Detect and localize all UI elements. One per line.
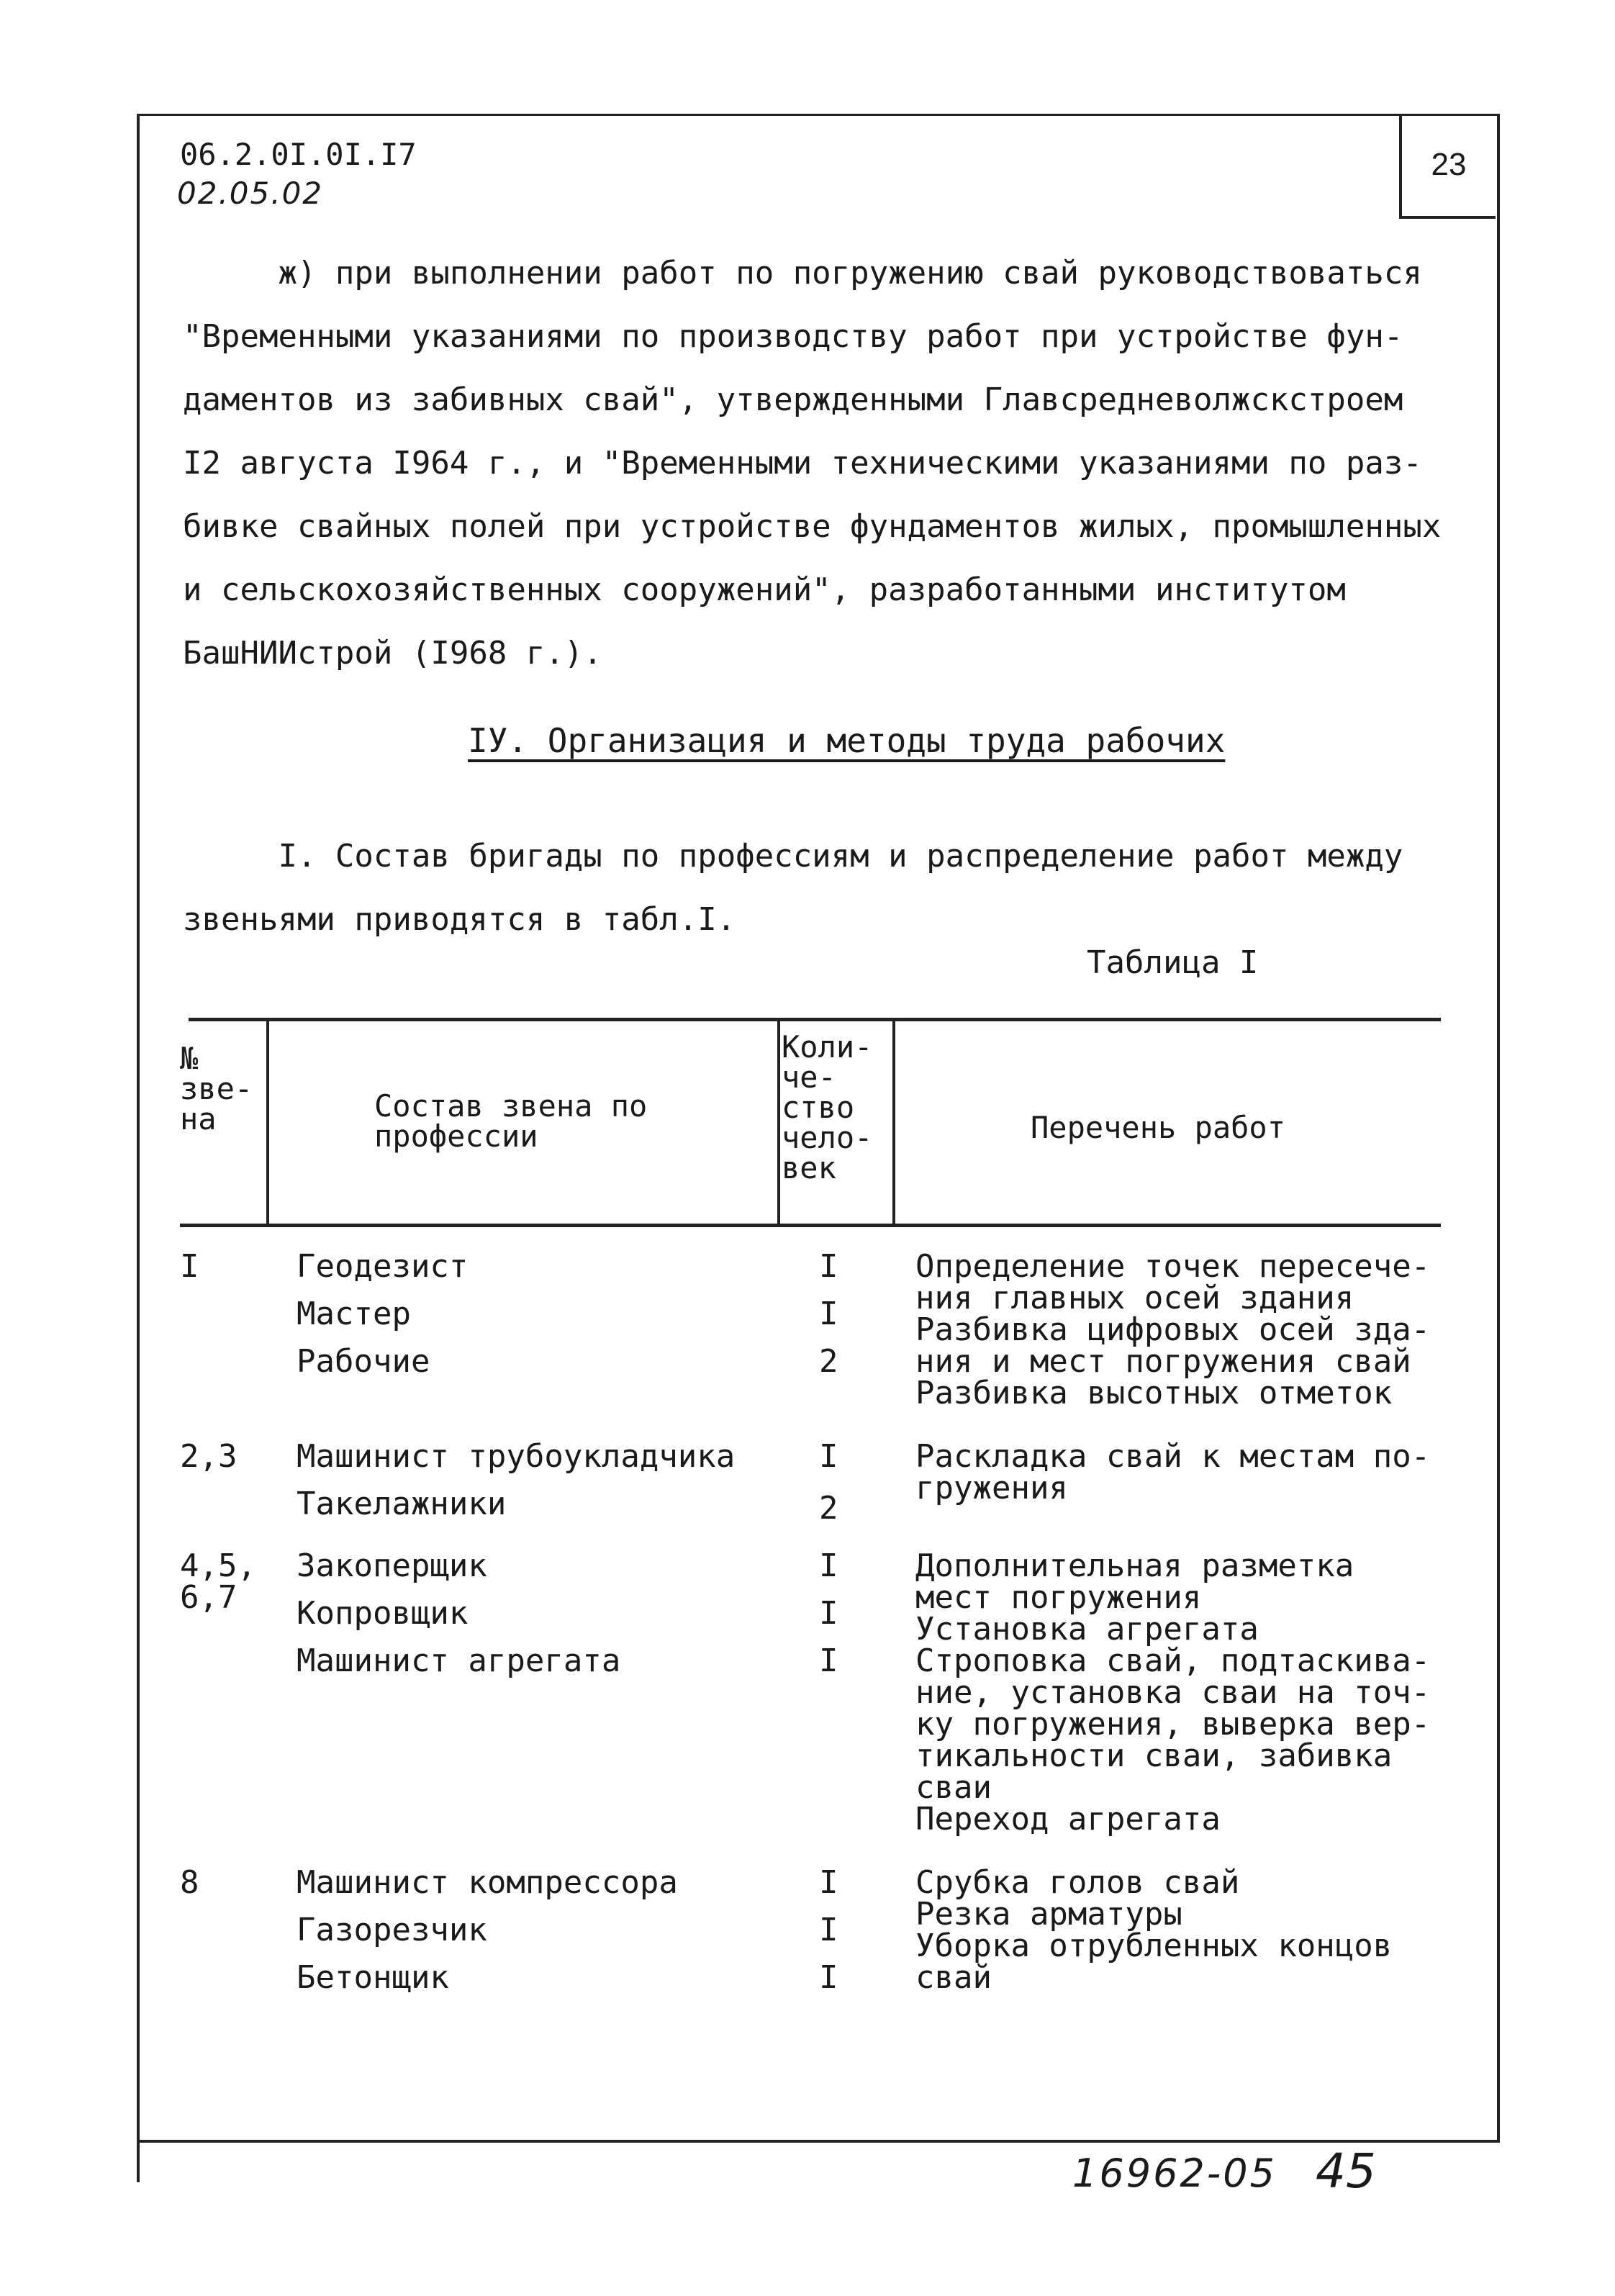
row-2-profession-1: Машинист трубоукладчика (297, 1438, 736, 1475)
row-3-profession-2: Копровщик (297, 1595, 469, 1632)
row-3-count-1: I (819, 1547, 838, 1584)
sheet-number-handwritten: 45 (1316, 2143, 1376, 2199)
row-1-count-1: I (819, 1248, 838, 1285)
row-1-works: Определение точек пересече- ния главных осей здания Разбивка цифровых осей зда- ния и мест погружения свай Разбивка высотных отметок (915, 1248, 1431, 1411)
row-3-profession-3: Машинист агрегата (297, 1642, 621, 1679)
row-1-count-3: 2 (819, 1343, 838, 1380)
row-4-profession-1: Машинист компрессора (297, 1864, 678, 1901)
row-1-profession-3: Рабочие (297, 1343, 430, 1380)
row-3-number: 4,5, 6,7 (180, 1547, 256, 1616)
header-number: № зве- на (180, 1041, 253, 1136)
row-3-count-2: I (819, 1595, 838, 1632)
row-4-profession-2: Газорезчик (297, 1912, 487, 1948)
section-title: IУ. Организация и методы труда рабочих (468, 721, 1226, 760)
row-4-profession-3: Бетонщик (297, 1959, 449, 1996)
row-2-works: Раскладка свай к местам по- гружения (915, 1438, 1431, 1506)
row-4-works: Срубка голов свай Резка арматуры Уборка отрубленных концов свай (915, 1864, 1393, 1996)
page-number-box (1399, 114, 1496, 219)
row-3-profession-1: Закоперщик (297, 1547, 487, 1584)
table-column-divider-1 (266, 1021, 269, 1225)
row-1-count-2: I (819, 1296, 838, 1332)
intro-paragraph-line-2: "Временными указаниями по производству работ при устройстве фун- (183, 318, 1403, 355)
row-4-count-2: I (819, 1912, 838, 1948)
header-composition: Состав звена по профессии (374, 1088, 648, 1154)
intro-paragraph-line-7: БашНИИстрой (I968 г.). (183, 635, 602, 672)
intro-paragraph-line-5: бивке свайных полей при устройстве фундаментов жилых, промышленных (183, 508, 1442, 545)
row-4-count-1: I (819, 1864, 838, 1901)
document-date-handwritten: 02.05.02 (177, 176, 324, 211)
table-column-divider-2 (777, 1021, 780, 1225)
archive-code-handwritten: 16962-05 (1072, 2151, 1277, 2196)
row-1-number: I (180, 1248, 199, 1285)
section-paragraph-line-1: I. Состав бригады по профессиям и распределение работ между (183, 838, 1403, 874)
intro-paragraph-line-4: I2 августа I964 г., и "Временными техническими указаниями по раз- (183, 445, 1422, 482)
row-1-profession-2: Мастер (297, 1296, 411, 1332)
row-4-number: 8 (180, 1864, 199, 1901)
row-2-count-2: 2 (819, 1490, 838, 1527)
intro-paragraph-line-3: даментов из забивных свай", утвержденными Главсредневолжскстроем (183, 381, 1403, 418)
row-2-profession-2: Такелажники (297, 1486, 507, 1522)
frame-tail-line (137, 2139, 140, 2182)
header-count: Коли- че- ство чело- век (782, 1029, 873, 1185)
row-2-number: 2,3 (180, 1438, 238, 1475)
row-4-count-3: I (819, 1959, 838, 1996)
header-works: Перечень работ (1031, 1110, 1286, 1145)
document-code: 06.2.0I.0I.I7 (180, 137, 417, 172)
row-2-count-1: I (819, 1438, 838, 1475)
row-1-profession-1: Геодезист (297, 1248, 469, 1285)
table-caption: Таблица I (1087, 944, 1259, 981)
intro-paragraph-line-6: и сельскохозяйственных сооружений", разработанными институтом (183, 571, 1346, 608)
section-paragraph-line-2: звеньями приводятся в табл.I. (183, 901, 736, 938)
table-top-rule (189, 1018, 1441, 1021)
row-3-count-3: I (819, 1642, 838, 1679)
intro-paragraph-line-1: ж) при выполнении работ по погружению свай руководствоваться (183, 255, 1422, 291)
table-header-rule (180, 1224, 1441, 1227)
page-number: 23 (1431, 147, 1467, 182)
table-column-divider-3 (892, 1021, 895, 1225)
row-3-works: Дополнительная разметка мест погружения Установка агрегата Строповка свай, подтаскива- ние, установка сваи на точ- ку погружения, выверка вер- тикальности сваи, забивка сваи Переход агрегата (915, 1547, 1431, 1838)
